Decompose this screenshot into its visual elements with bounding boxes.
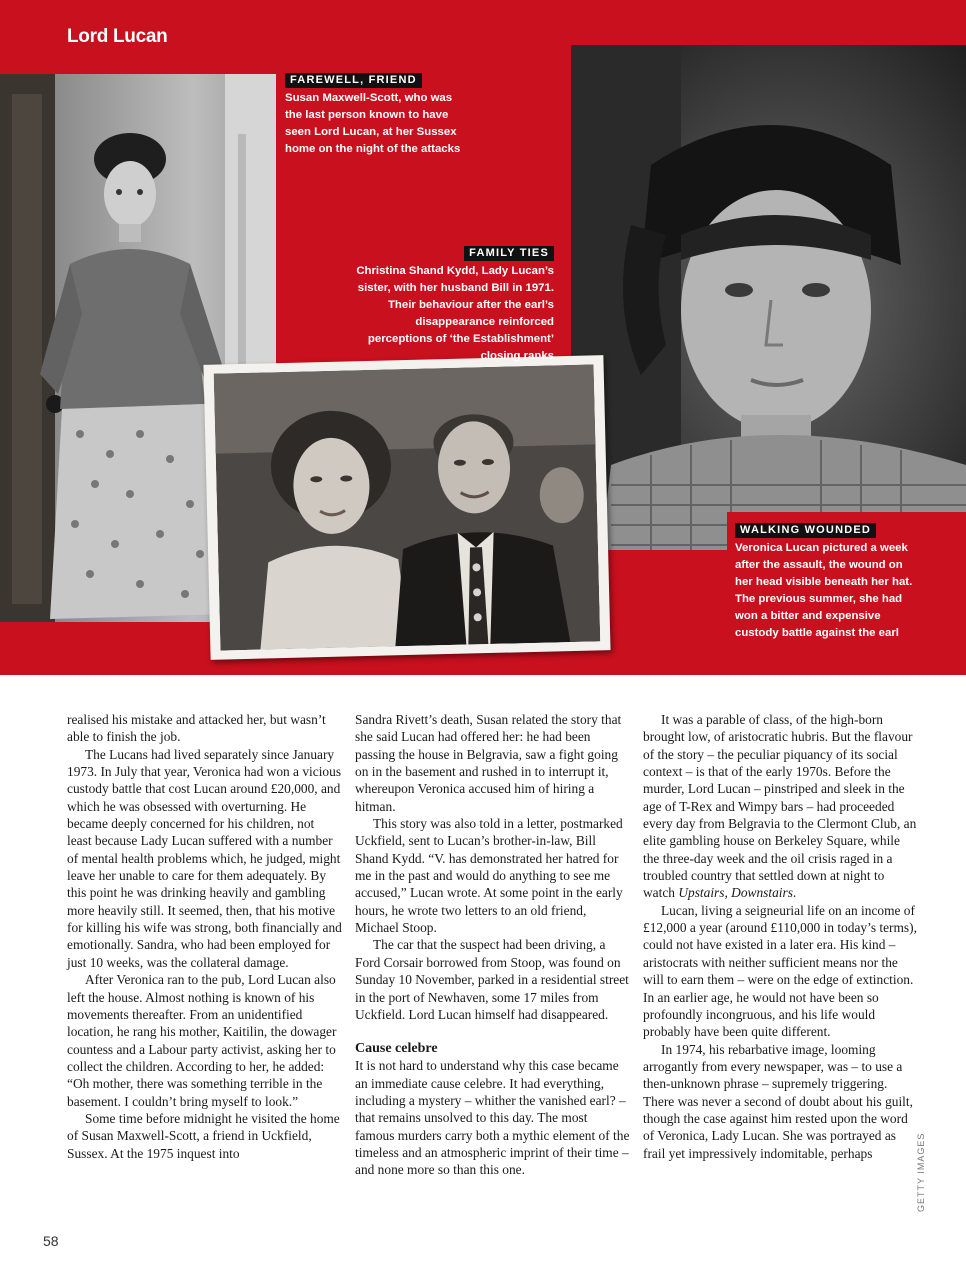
paragraph: Lucan, living a seigneurial life on an income of £12,000 a year (around £110,000 in today’s terms), could not have existed in a later era. His kind – aristocrats with neither sufficient means nor the will to earn them – were on the edge of extinction. In an earlier age, he would not have been so profoundly incongruous, and his life would probably have been quite different. [643, 902, 917, 1040]
paragraph: After Veronica ran to the pub, Lord Lucan also left the house. Almost nothing is known of his movements thereafter. From an unidentified location, he rang his mother, Kaitilin, the dowager countess and a Labour party activist, asking her to collect the children. According to her, he added: “Oh mother, there was something terrible in the basement. I couldn’t bring myself to look.” [67, 972, 337, 1109]
paragraph: In 1974, his rebarbative image, looming arrogantly from every newspaper, was – to use a then-unknown phrase – supremely triggering. There was never a second of doubt about his guilt, though the case against him rested upon the word of Veronica, Lady Lucan. She was portrayed as frail yet impressively indomitable, perhaps [643, 1041, 913, 1161]
caption-farewell-friend [285, 72, 465, 158]
paragraph: realised his mistake and attacked her, but wasn’t able to finish the job. [67, 712, 326, 745]
article-column-3 [643, 711, 918, 1162]
article-column-2 [355, 711, 630, 1179]
caption-family-ties [355, 245, 554, 365]
article-column-1 [67, 711, 342, 1162]
caption-text: Veronica Lucan pictured a week after the assault, the wound on her head visible beneath her hat. The previous summer, she had won a bitter and expensive custody battle against the earl [735, 542, 913, 639]
photo-credit: GETTY IMAGES [916, 1132, 926, 1212]
paragraph: It is not hard to understand why this case became an immediate cause celebre. It had everything, including a mystery – whither the vanished earl? – that remains unsolved to this day. The most famous murders carry both a mythic element of the timeless and an atmospheric imprint of their time – and none more so than this one. [355, 1058, 630, 1178]
paragraph-text: It was a parable of class, of the high-born brought low, of aristocratic hubris. But the flavour of the story – the peculiar piquancy of its social context – is that of the early 1970s. Before the murder, Lord Lucan – pinstriped and sleek in the age of T-Rex and Wimpy bars – had proceeded every day from Belgravia to the Clermont Club, an elite gambling house on Berkeley Square, while the three-day week and the oil crisis raged in a troubled country that settled down at night to watch [643, 712, 917, 901]
caption-walking-wounded [735, 522, 915, 642]
caption-text: Susan Maxwell-Scott, who was the last person known to have seen Lord Lucan, at her Sussex home on the night of the attacks [285, 92, 461, 155]
photo-veronica-lucan [571, 45, 966, 550]
photo-christina-and-bill-shand-kydd [214, 364, 601, 650]
paragraph: The Lucans had lived separately since January 1973. In July that year, Veronica had won a vicious custody battle that cost Lucan around £20,000, and which he was obsessed with overturning. He became deeply concerned for his children, not least because Lady Lucan suffered with a number of mental health problems which, he judged, might leave her unable to care for them adequately. By this point he was drinking heavily and gambling more heavily still. It seemed, then, that his motive for killing his wife was strong, both financially and emotionally. Sandra, who had been employed for just 10 weeks, was the collateral damage. [67, 746, 342, 970]
caption-text: Christina Shand Kydd, Lady Lucan’s sister, with her husband Bill in 1971. Their behaviour after the earl’s disappearance reinforced perceptions of ‘the Establishment’ closing ranks [356, 265, 554, 362]
caption-tag: FAMILY TIES [464, 246, 554, 261]
photo-kydd-frame [203, 355, 610, 660]
caption-tag: FAREWELL, FRIEND [285, 73, 422, 88]
paragraph: Sandra Rivett’s death, Susan related the story that she said Lucan had offered her: he had been passing the house in Belgravia, saw a fight going on in the basement and rushed in to interrupt it, whereupon Veronica accused him of hiring a hitman. [355, 712, 622, 814]
paragraph: Some time before midnight he visited the home of Susan Maxwell-Scott, a friend in Uckfield, Sussex. At the 1975 inquest into [67, 1110, 340, 1161]
paragraph-text-end: . [792, 885, 797, 901]
paragraph [643, 711, 918, 902]
section-title: Lord Lucan [67, 26, 168, 47]
subheading-cause-celebre: Cause celebre [355, 1041, 438, 1057]
paragraph: The car that the suspect had been driving, a Ford Corsair borrowed from Stoop, was found on Sunday 10 November, parked in a residential street in the port of Newhaven, some 17 miles from Uckfield. Lord Lucan himself had disappeared. [355, 937, 629, 1022]
tv-show-title: Upstairs, Downstairs [678, 885, 793, 901]
page-number: 58 [43, 1233, 59, 1249]
caption-tag: WALKING WOUNDED [735, 523, 876, 538]
paragraph: This story was also told in a letter, postmarked Uckfield, sent to Lucan’s brother-in-law, Bill Shand Kydd. “V. has demonstrated her hatred for me in the past and would do anything to see me accused,” Lucan wrote. At some point in the early hours, he wrote two letters to an old friend, Michael Stoop. [355, 816, 623, 936]
